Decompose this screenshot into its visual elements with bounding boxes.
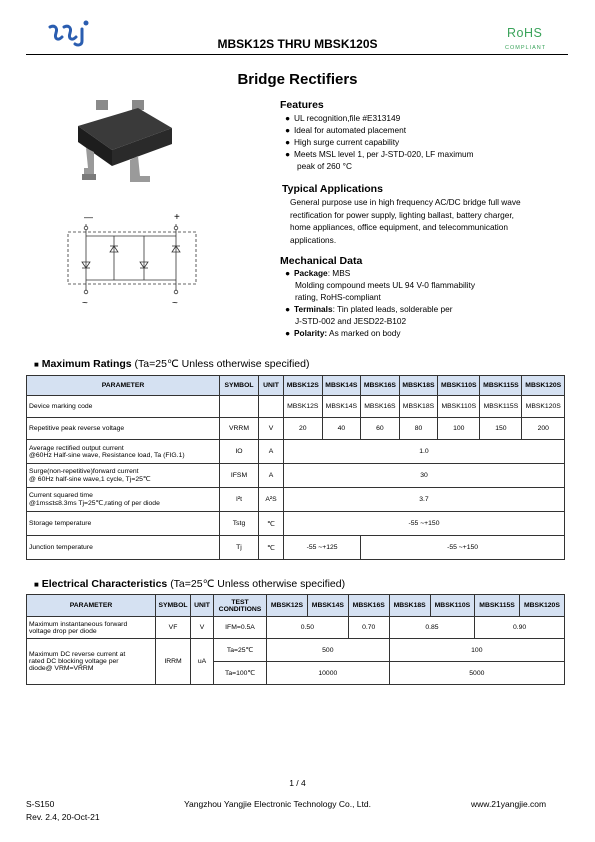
table-row: Maximum instantaneous forward voltage drop per diode VF V IFM=0.5A 0.50 0.70 0.85 0.90	[27, 617, 565, 639]
plus-terminal-label: +	[174, 212, 180, 223]
typical-applications-text: General purpose use in high frequency AC/DC bridge full wave rectification for power supply, lighting ballast, battery charger, home appliances, office equipment, and telecommunication applications.	[290, 197, 521, 245]
package-image	[68, 94, 188, 194]
feature-item: ● High surge current capability	[285, 137, 400, 147]
ac-terminal-2-label: ~	[172, 298, 178, 308]
header-divider	[26, 54, 568, 55]
typical-applications-heading: Typical Applications	[282, 183, 383, 195]
rohs-label: RoHS	[507, 26, 543, 40]
feature-item: peak of 260 °C	[297, 161, 352, 171]
ac-terminal-1-label: ~	[82, 298, 88, 308]
minus-terminal-label: —	[84, 212, 93, 222]
bridge-circuit-diagram	[64, 212, 204, 308]
feature-item: ● Ideal for automated placement	[285, 125, 407, 135]
mechanical-data-heading: Mechanical Data	[280, 255, 363, 267]
company-name: Yangzhou Yangjie Electronic Technology Co., Ltd.	[184, 799, 371, 809]
table-header-row: PARAMETER SYMBOL UNIT TEST CONDITIONS MBSK12S MBSK14S MBSK16S MBSK18S MBSK110S MBSK115S MBSK120S	[27, 595, 565, 617]
max-ratings-title: ■ Maximum Ratings (Ta=25℃ Unless otherwise specified)	[34, 358, 310, 370]
table-row: Average rectified output current @60Hz Half-sine wave, Resistance load, Ta (FIG.1) IO A 1.0	[27, 440, 565, 464]
compliant-label: COMPLIANT	[505, 45, 547, 51]
doc-number: S-S150	[26, 799, 55, 809]
table-header-row: PARAMETER SYMBOL UNIT MBSK12S MBSK14S MBSK16S MBSK18S MBSK110S MBSK115S MBSK120S	[27, 376, 565, 396]
table-row: Current squared time @1ms≤t≤8.3ms Tj=25℃,rating of per diode I²t A²S 3.7	[27, 488, 565, 512]
page-number: 1 / 4	[289, 778, 306, 788]
table-row: Junction temperature Tj ℃ -55 ~+125 -55 ~+150	[27, 536, 565, 560]
revision: Rev. 2.4, 20-Oct-21	[26, 812, 100, 822]
table-row: Repetitive peak reverse voltage VRRM V 20 40 60 80 100 150 200	[27, 418, 565, 440]
document-title: Bridge Rectifiers	[237, 71, 358, 88]
features-heading: Features	[280, 99, 324, 111]
features-list	[285, 112, 474, 172]
mechanical-data-list: ● Package: MBS Molding compound meets UL 94 V-0 flammability rating, RoHS-compliant ● Terminals: Tin plated leads, solderable per J-STD-002 and JESD22-B102 ● Polarity: As marked on body	[285, 268, 476, 338]
feature-item: ● Meets MSL level 1, per J-STD-020, LF maximum	[285, 149, 474, 159]
max-ratings-table	[26, 375, 565, 560]
website-link[interactable]: www.21yangjie.com	[471, 799, 547, 809]
feature-item: ● UL recognition,file #E313149	[285, 113, 401, 123]
electrical-characteristics-title: ■ Electrical Characteristics (Ta=25℃ Unless otherwise specified)	[34, 578, 346, 590]
electrical-characteristics-table	[26, 594, 565, 685]
table-row: Maximum DC reverse current at rated DC blocking voltage per diode@ VRM=VRRM IRRM uA Ta=25℃ 500 100	[27, 639, 565, 662]
part-title: MBSK12S THRU MBSK120S	[217, 37, 378, 51]
table-row: Surge(non-repetitive)forward current @ 60Hz half-sine wave,1 cycle, Tj=25℃ IFSM A 30	[27, 464, 565, 488]
table-row: Device marking code MBSK12S MBSK14S MBSK16S MBSK18S MBSK110S MBSK115S MBSK120S	[27, 396, 565, 418]
table-row: Storage temperature Tstg ℃ -55 ~+150	[27, 512, 565, 536]
table-row: Ta=100℃ 10000 5000	[27, 662, 565, 685]
